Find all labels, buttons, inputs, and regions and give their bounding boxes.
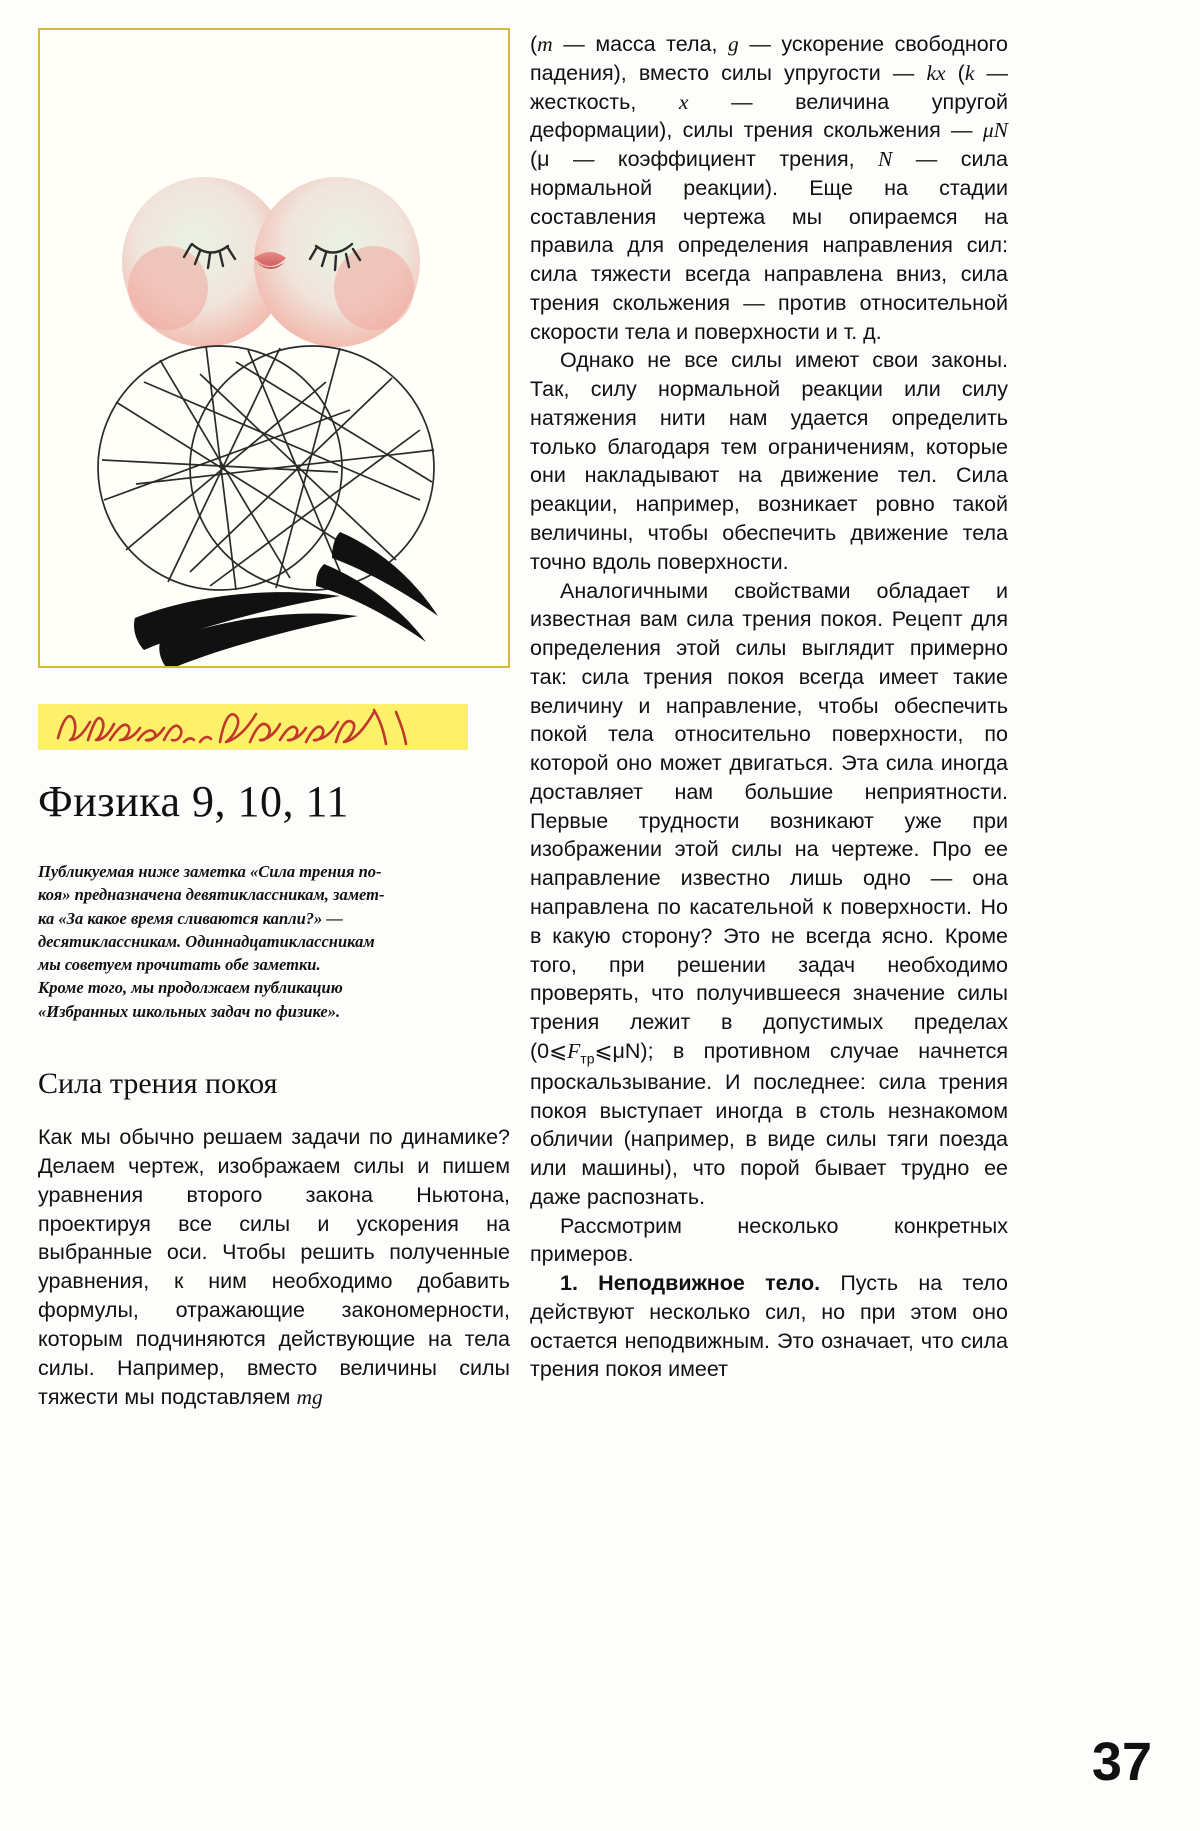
handwritten-caption-svg [44, 698, 444, 754]
example-1-heading: 1. Неподвижное тело. [560, 1271, 821, 1296]
symbol-N: N [878, 147, 893, 172]
text-run: — масса тела, [552, 32, 729, 56]
intro-line: коя» предназначена девятиклассникам, замет- [38, 885, 385, 905]
circles-diagram [98, 346, 434, 590]
text-run: Аналогичными свойствами обладает и известная вам сила трения покоя. Рецепт для определения этой силы выглядит примерно так: сила трения покоя всегда имеет такие величину и направление, чтобы обеспечить покой тела относительно поверхности, по которой оно может двигаться. Эта сила иногда доставляет нам большие неприятности. Первые трудности возникают уже при изображении этой силы на чертеже. Про ее направление известно лишь одно — она направлена по касательной к поверхности. Но в какую сторону? Это не всегда ясно. Кроме того, при решении задач необходимо проверять, что получившееся значение силы трения лежит в допустимых пределах (0⩽ [530, 578, 1008, 1063]
symbol-x: x [678, 89, 689, 114]
article-title: Сила трения покоя [38, 1066, 278, 1100]
text-run: — жесткость, [530, 60, 1008, 114]
editorial-intro [38, 861, 508, 1023]
left-body-text [38, 1123, 510, 1412]
text-run: ⩽μN); в противном случае начнется проскальзывание. И последнее: сила трения покоя выступает иногда в столь незнакомом обличии (например, в виде силы тяги поезда или машины), что порой бывает трудно ее даже распознать. [530, 1038, 1008, 1209]
symbol-F-subscript: тр [580, 1050, 595, 1067]
handwritten-caption-highlight [38, 704, 468, 750]
intro-line: Публикуемая ниже заметка «Сила трения по- [38, 862, 382, 881]
symbol-muN: μN [982, 118, 1008, 143]
symbol-k: k [964, 60, 975, 85]
text-run: (μ — коэффициент трения, [530, 147, 879, 172]
left-column [38, 28, 518, 1412]
paragraph [38, 1123, 510, 1412]
intro-line: Кроме того, мы продолжаем публикацию [38, 978, 343, 998]
intro-line: ка «За какое время сливаются капли?» — [38, 908, 343, 928]
symbol-F: F [567, 1038, 581, 1063]
symbol-kx: kx [926, 60, 946, 85]
right-column [530, 30, 1008, 1384]
intro-line: «Избранных школьных задач по физике». [38, 1001, 341, 1021]
section-heading: Физика 9, 10, 11 [38, 777, 349, 826]
intro-line: десятиклассникам. Одиннадцатиклассникам [38, 931, 375, 951]
paragraph-examples-intro: Рассмотрим несколько конкретных примеров. [530, 1213, 1008, 1267]
paragraph-static-friction [530, 577, 1008, 1212]
formula-mg: mg [296, 1385, 323, 1410]
symbol-g: g [728, 32, 739, 56]
paren-open: ( [530, 32, 538, 56]
paragraph-text: Как мы обычно решаем задачи по динамике? Делаем чертеж, изображаем силы и пишем уравнения второго закона Ньютона, проектируя все силы и ускорения на выбранные оси. Чтобы решить полученные уравнения, к ним необходимо добавить формулы, отражающие закономерности, которым подчиняются действующие на тела силы. Например, вместо величины силы тяжести мы подставляем [38, 1124, 510, 1410]
intro-line: мы советуем прочитать обе заметки. [38, 955, 321, 975]
illustration-figure [38, 28, 510, 668]
text-run: Пусть на тело действуют несколько сил, но при этом оно остается неподвижным. Это означает, что сила трения покоя имеет [530, 1271, 1008, 1382]
paragraph-example-1 [530, 1269, 1008, 1384]
illustration-artwork [40, 30, 508, 666]
page-number: 37 [1091, 1732, 1152, 1792]
faces-group [122, 177, 420, 347]
text-run: — величина упругой деформации), силы трения скольжения — [530, 89, 1008, 143]
text-run: ( [945, 60, 965, 85]
paragraph-forces-laws: Однако не все силы имеют свои законы. Так, силу нормальной реакции или силу натяжения нити нам удается определить только благодаря тем ограничениям, которые они накладывают на движение тел. Сила реакции, например, возникает ровно такой величины, чтобы обеспечить движение тела точно вдоль поверхности. [530, 348, 1008, 574]
symbol-m: m [537, 32, 553, 56]
paragraph-continuation [530, 30, 1008, 346]
text-run: — ускорение свободного падения), вместо силы упругости — [530, 32, 1008, 85]
text-run: — сила нормальной реакции). Еще на стадии составления чертежа мы опираемся на правила для определения направления сил: сила тяжести всегда направлена вниз, сила трения скольжения — против относительной скорости тела и поверхности и т. д. [530, 147, 1008, 344]
